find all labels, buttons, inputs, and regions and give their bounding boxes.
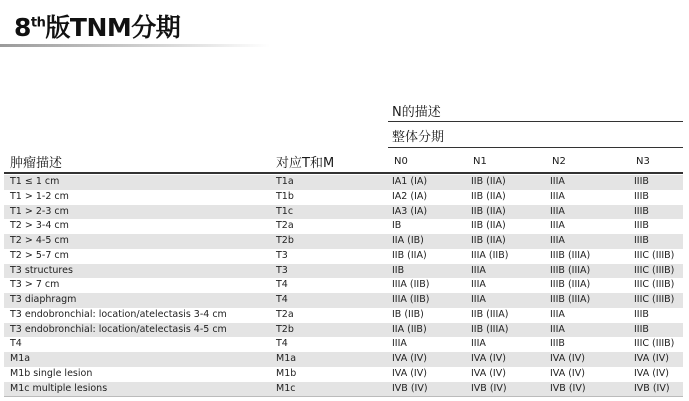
header-overall-stage: 整体分期 bbox=[392, 130, 445, 145]
tumor-description-cell: T3 endobronchial: location/atelectasis 4-5 cm bbox=[10, 323, 227, 335]
n1-stage-cell: IIB (IIIA) bbox=[471, 308, 509, 320]
table-row bbox=[4, 323, 683, 338]
n0-stage-cell: IVA (IV) bbox=[392, 353, 427, 364]
n3-stage-cell: IIIC (IIIB) bbox=[634, 264, 675, 276]
n1-stage-cell: IVA (IV) bbox=[471, 353, 506, 364]
tnm-staging-table bbox=[4, 175, 683, 396]
n1-stage-cell: IIB (IIA) bbox=[471, 176, 506, 187]
n1-stage-cell: IVB (IV) bbox=[471, 382, 507, 394]
tnm-cell: T1a bbox=[276, 176, 294, 187]
table-row bbox=[4, 249, 683, 264]
tnm-cell: M1c bbox=[276, 382, 296, 394]
header-divider bbox=[388, 121, 683, 122]
n3-stage-cell: IIIC (IIIB) bbox=[634, 294, 675, 305]
n0-stage-cell: IIIA (IIB) bbox=[392, 294, 430, 305]
n1-stage-cell: IIB (IIA) bbox=[471, 220, 506, 232]
n2-stage-cell: IIIA bbox=[550, 235, 565, 246]
n2-stage-cell: IIIA bbox=[550, 190, 565, 202]
n0-stage-cell: IVA (IV) bbox=[392, 367, 427, 379]
n2-stage-cell: IIIB (IIIA) bbox=[550, 264, 591, 276]
tnm-cell: T2a bbox=[276, 220, 294, 232]
n3-stage-cell: IIIB bbox=[634, 220, 649, 232]
n2-stage-cell: IIIB bbox=[550, 338, 565, 350]
header-n-description: N的描述 bbox=[392, 105, 441, 120]
header-divider bbox=[388, 147, 683, 148]
tnm-cell: T2b bbox=[276, 235, 294, 246]
n2-stage-cell: IVA (IV) bbox=[550, 353, 585, 364]
column-header-tumor-description: 肿瘤描述 bbox=[10, 156, 63, 171]
n0-stage-cell: IB bbox=[392, 220, 402, 232]
column-header-n0: N0 bbox=[394, 156, 408, 167]
tumor-description-cell: T3 endobronchial: location/atelectasis 3-4 cm bbox=[10, 308, 227, 320]
table-row bbox=[4, 219, 683, 234]
tnm-cell: T4 bbox=[276, 338, 288, 350]
n2-stage-cell: IIIA bbox=[550, 176, 565, 187]
n1-stage-cell: IIIA bbox=[471, 279, 486, 291]
n1-stage-cell: IIB (IIIA) bbox=[471, 323, 509, 335]
tumor-description-cell: T2 > 5-7 cm bbox=[10, 249, 69, 261]
table-row bbox=[4, 278, 683, 293]
tnm-cell: T1b bbox=[276, 190, 294, 202]
header-rule bbox=[4, 172, 683, 174]
table-row bbox=[4, 382, 683, 397]
n3-stage-cell: IVB (IV) bbox=[634, 382, 670, 394]
tumor-description-cell: T1 > 2-3 cm bbox=[10, 205, 69, 217]
n2-stage-cell: IIIA bbox=[550, 308, 565, 320]
table-row bbox=[4, 175, 683, 190]
n3-stage-cell: IIIB bbox=[634, 308, 649, 320]
tnm-cell: T1c bbox=[276, 205, 294, 217]
tumor-description-cell: M1b single lesion bbox=[10, 367, 93, 379]
n1-stage-cell: IIB (IIA) bbox=[471, 235, 506, 246]
tumor-description-cell: T1 ≤ 1 cm bbox=[10, 176, 60, 187]
tnm-cell: M1a bbox=[276, 353, 297, 364]
column-header-n2: N2 bbox=[552, 156, 566, 167]
n1-stage-cell: IIIA bbox=[471, 294, 486, 305]
n3-stage-cell: IIIB bbox=[634, 205, 649, 217]
n3-stage-cell: IIIC (IIIB) bbox=[634, 279, 675, 291]
n0-stage-cell: IVB (IV) bbox=[392, 382, 428, 394]
tnm-cell: T2b bbox=[276, 323, 294, 335]
table-row bbox=[4, 293, 683, 308]
n2-stage-cell: IIIB (IIIA) bbox=[550, 279, 591, 291]
table-row bbox=[4, 234, 683, 249]
n0-stage-cell: IA3 (IA) bbox=[392, 205, 428, 217]
n3-stage-cell: IVA (IV) bbox=[634, 353, 669, 364]
n2-stage-cell: IIIB (IIIA) bbox=[550, 294, 591, 305]
n3-stage-cell: IIIB bbox=[634, 323, 649, 335]
tumor-description-cell: T3 diaphragm bbox=[10, 294, 77, 305]
n2-stage-cell: IVB (IV) bbox=[550, 382, 586, 394]
tnm-cell: T3 bbox=[276, 264, 288, 276]
tumor-description-cell: M1c multiple lesions bbox=[10, 382, 108, 394]
n2-stage-cell: IIIA bbox=[550, 205, 565, 217]
n0-stage-cell: IIIA bbox=[392, 338, 407, 350]
n0-stage-cell: IIA (IIB) bbox=[392, 323, 427, 335]
n0-stage-cell: IIB bbox=[392, 264, 405, 276]
n1-stage-cell: IIIA bbox=[471, 264, 486, 276]
n3-stage-cell: IVA (IV) bbox=[634, 367, 669, 379]
n0-stage-cell: IIIA (IIB) bbox=[392, 279, 430, 291]
n3-stage-cell: IIIB bbox=[634, 176, 649, 187]
title-underline bbox=[0, 44, 270, 47]
n2-stage-cell: IIIA bbox=[550, 323, 565, 335]
tumor-description-cell: T2 > 3-4 cm bbox=[10, 220, 69, 232]
n1-stage-cell: IIIA bbox=[471, 338, 486, 350]
page-title: 8th版TNM分期 bbox=[14, 13, 181, 42]
tumor-description-cell: T3 structures bbox=[10, 264, 73, 276]
tnm-cell: T2a bbox=[276, 308, 294, 320]
n0-stage-cell: IIB (IIA) bbox=[392, 249, 427, 261]
table-row bbox=[4, 337, 683, 352]
n3-stage-cell: IIIC (IIIB) bbox=[634, 338, 675, 350]
n1-stage-cell: IIB (IIA) bbox=[471, 190, 506, 202]
tnm-cell: T3 bbox=[276, 249, 288, 261]
tnm-cell: T4 bbox=[276, 294, 288, 305]
tumor-description-cell: T4 bbox=[10, 338, 22, 350]
n3-stage-cell: IIIC (IIIB) bbox=[634, 249, 675, 261]
n0-stage-cell: IB (IIB) bbox=[392, 308, 424, 320]
column-header-n1: N1 bbox=[473, 156, 487, 167]
tumor-description-cell: T2 > 4-5 cm bbox=[10, 235, 69, 246]
table-bottom-border bbox=[4, 396, 683, 397]
tumor-description-cell: T3 > 7 cm bbox=[10, 279, 60, 291]
n2-stage-cell: IVA (IV) bbox=[550, 367, 585, 379]
tnm-cell: M1b bbox=[276, 367, 297, 379]
table-row bbox=[4, 352, 683, 367]
n1-stage-cell: IIB (IIA) bbox=[471, 205, 506, 217]
n3-stage-cell: IIIB bbox=[634, 190, 649, 202]
n0-stage-cell: IIA (IB) bbox=[392, 235, 424, 246]
n0-stage-cell: IA1 (IA) bbox=[392, 176, 428, 187]
n2-stage-cell: IIIB (IIIA) bbox=[550, 249, 591, 261]
tumor-description-cell: M1a bbox=[10, 353, 31, 364]
table-row bbox=[4, 308, 683, 323]
column-header-n3: N3 bbox=[636, 156, 650, 167]
table-row bbox=[4, 190, 683, 205]
table-row bbox=[4, 367, 683, 382]
column-header-tnm: 对应T和M bbox=[276, 156, 335, 171]
tumor-description-cell: T1 > 1-2 cm bbox=[10, 190, 69, 202]
n1-stage-cell: IIIA (IIB) bbox=[471, 249, 509, 261]
table-row bbox=[4, 205, 683, 220]
table-row bbox=[4, 264, 683, 279]
tnm-cell: T4 bbox=[276, 279, 288, 291]
n2-stage-cell: IIIA bbox=[550, 220, 565, 232]
n1-stage-cell: IVA (IV) bbox=[471, 367, 506, 379]
n3-stage-cell: IIIB bbox=[634, 235, 649, 246]
n0-stage-cell: IA2 (IA) bbox=[392, 190, 428, 202]
